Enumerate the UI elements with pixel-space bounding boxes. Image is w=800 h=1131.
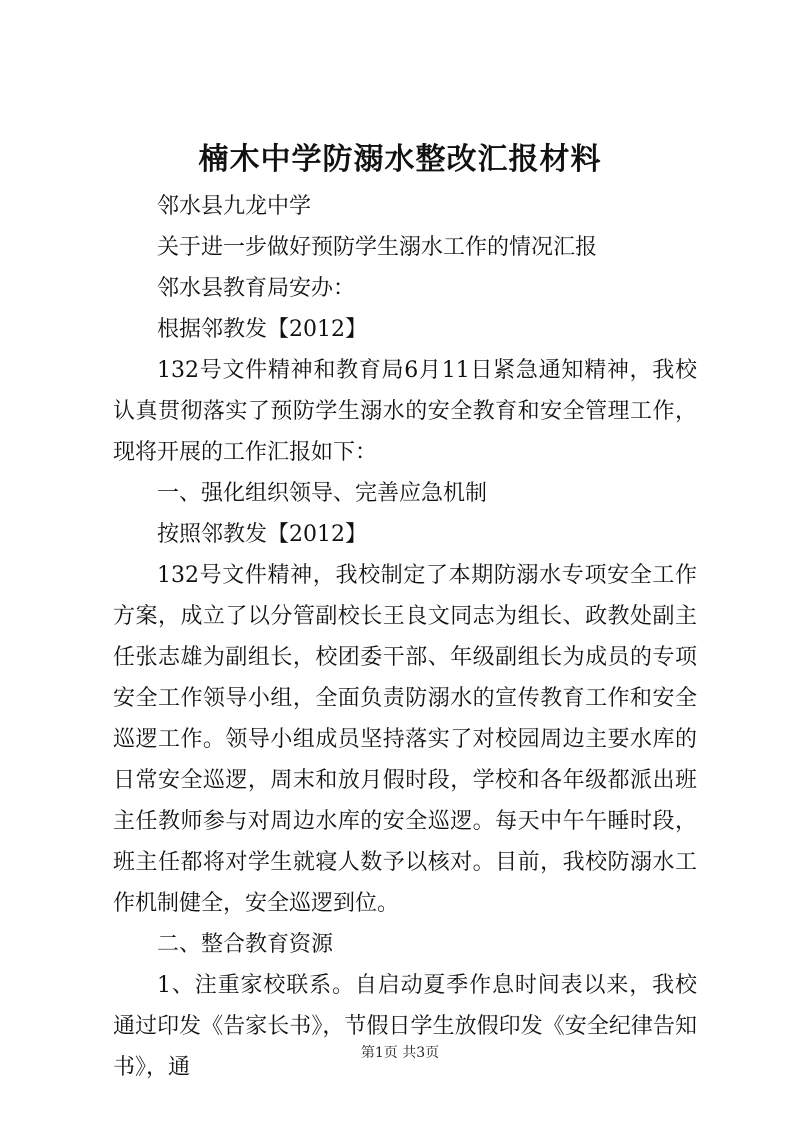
page-footer: 第1页 共3页 xyxy=(360,1045,440,1061)
paragraph-report-heading: 关于进一步做好预防学生溺水工作的情况汇报 xyxy=(157,235,598,260)
paragraph-recipient: 邻水县教育局安办： xyxy=(157,276,356,301)
paragraph-home-school: 1、注重家校联系。自启动夏季作息时间表以来，我校通过印发《告家长书》，节假日学生放假印发《安全纪律告知书》，通 xyxy=(113,973,697,1080)
document-title: 楠木中学防溺水整改汇报材料 xyxy=(198,142,602,177)
paragraph-intro: 132号文件精神和教育局6月11日紧急通知精神，我校认真贯彻落实了预防学生溺水的安全教育和安全管理工作，现将开展的工作汇报如下： xyxy=(113,358,697,465)
paragraph-reference: 根据邻教发【2012】 xyxy=(157,317,367,342)
paragraph-school-name: 邻水县九龙中学 xyxy=(157,194,312,219)
paragraph-reference-2: 按照邻教发【2012】 xyxy=(157,522,367,547)
section-heading-1: 一、强化组织领导、完善应急机制 xyxy=(157,481,488,506)
document-body xyxy=(113,186,697,1088)
paragraph-organization: 132号文件精神，我校制定了本期防溺水专项安全工作方案，成立了以分管副校长王良文同志为组长、政教处副主任张志雄为副组长，校团委干部、年级副组长为成员的专项安全工作领导小组，全面负责防溺水的宣传教育工作和安全巡逻工作。领导小组成员坚持落实了对校园周边主要水库的日常安全巡逻，周末和放月假时段，学校和各年级都派出班主任教师参与对周边水库的安全巡逻。每天中午午睡时段，班主任都将对学生就寝人数予以核对。目前，我校防溺水工作机制健全，安全巡逻到位。 xyxy=(113,563,697,916)
section-heading-2: 二、整合教育资源 xyxy=(157,932,334,957)
